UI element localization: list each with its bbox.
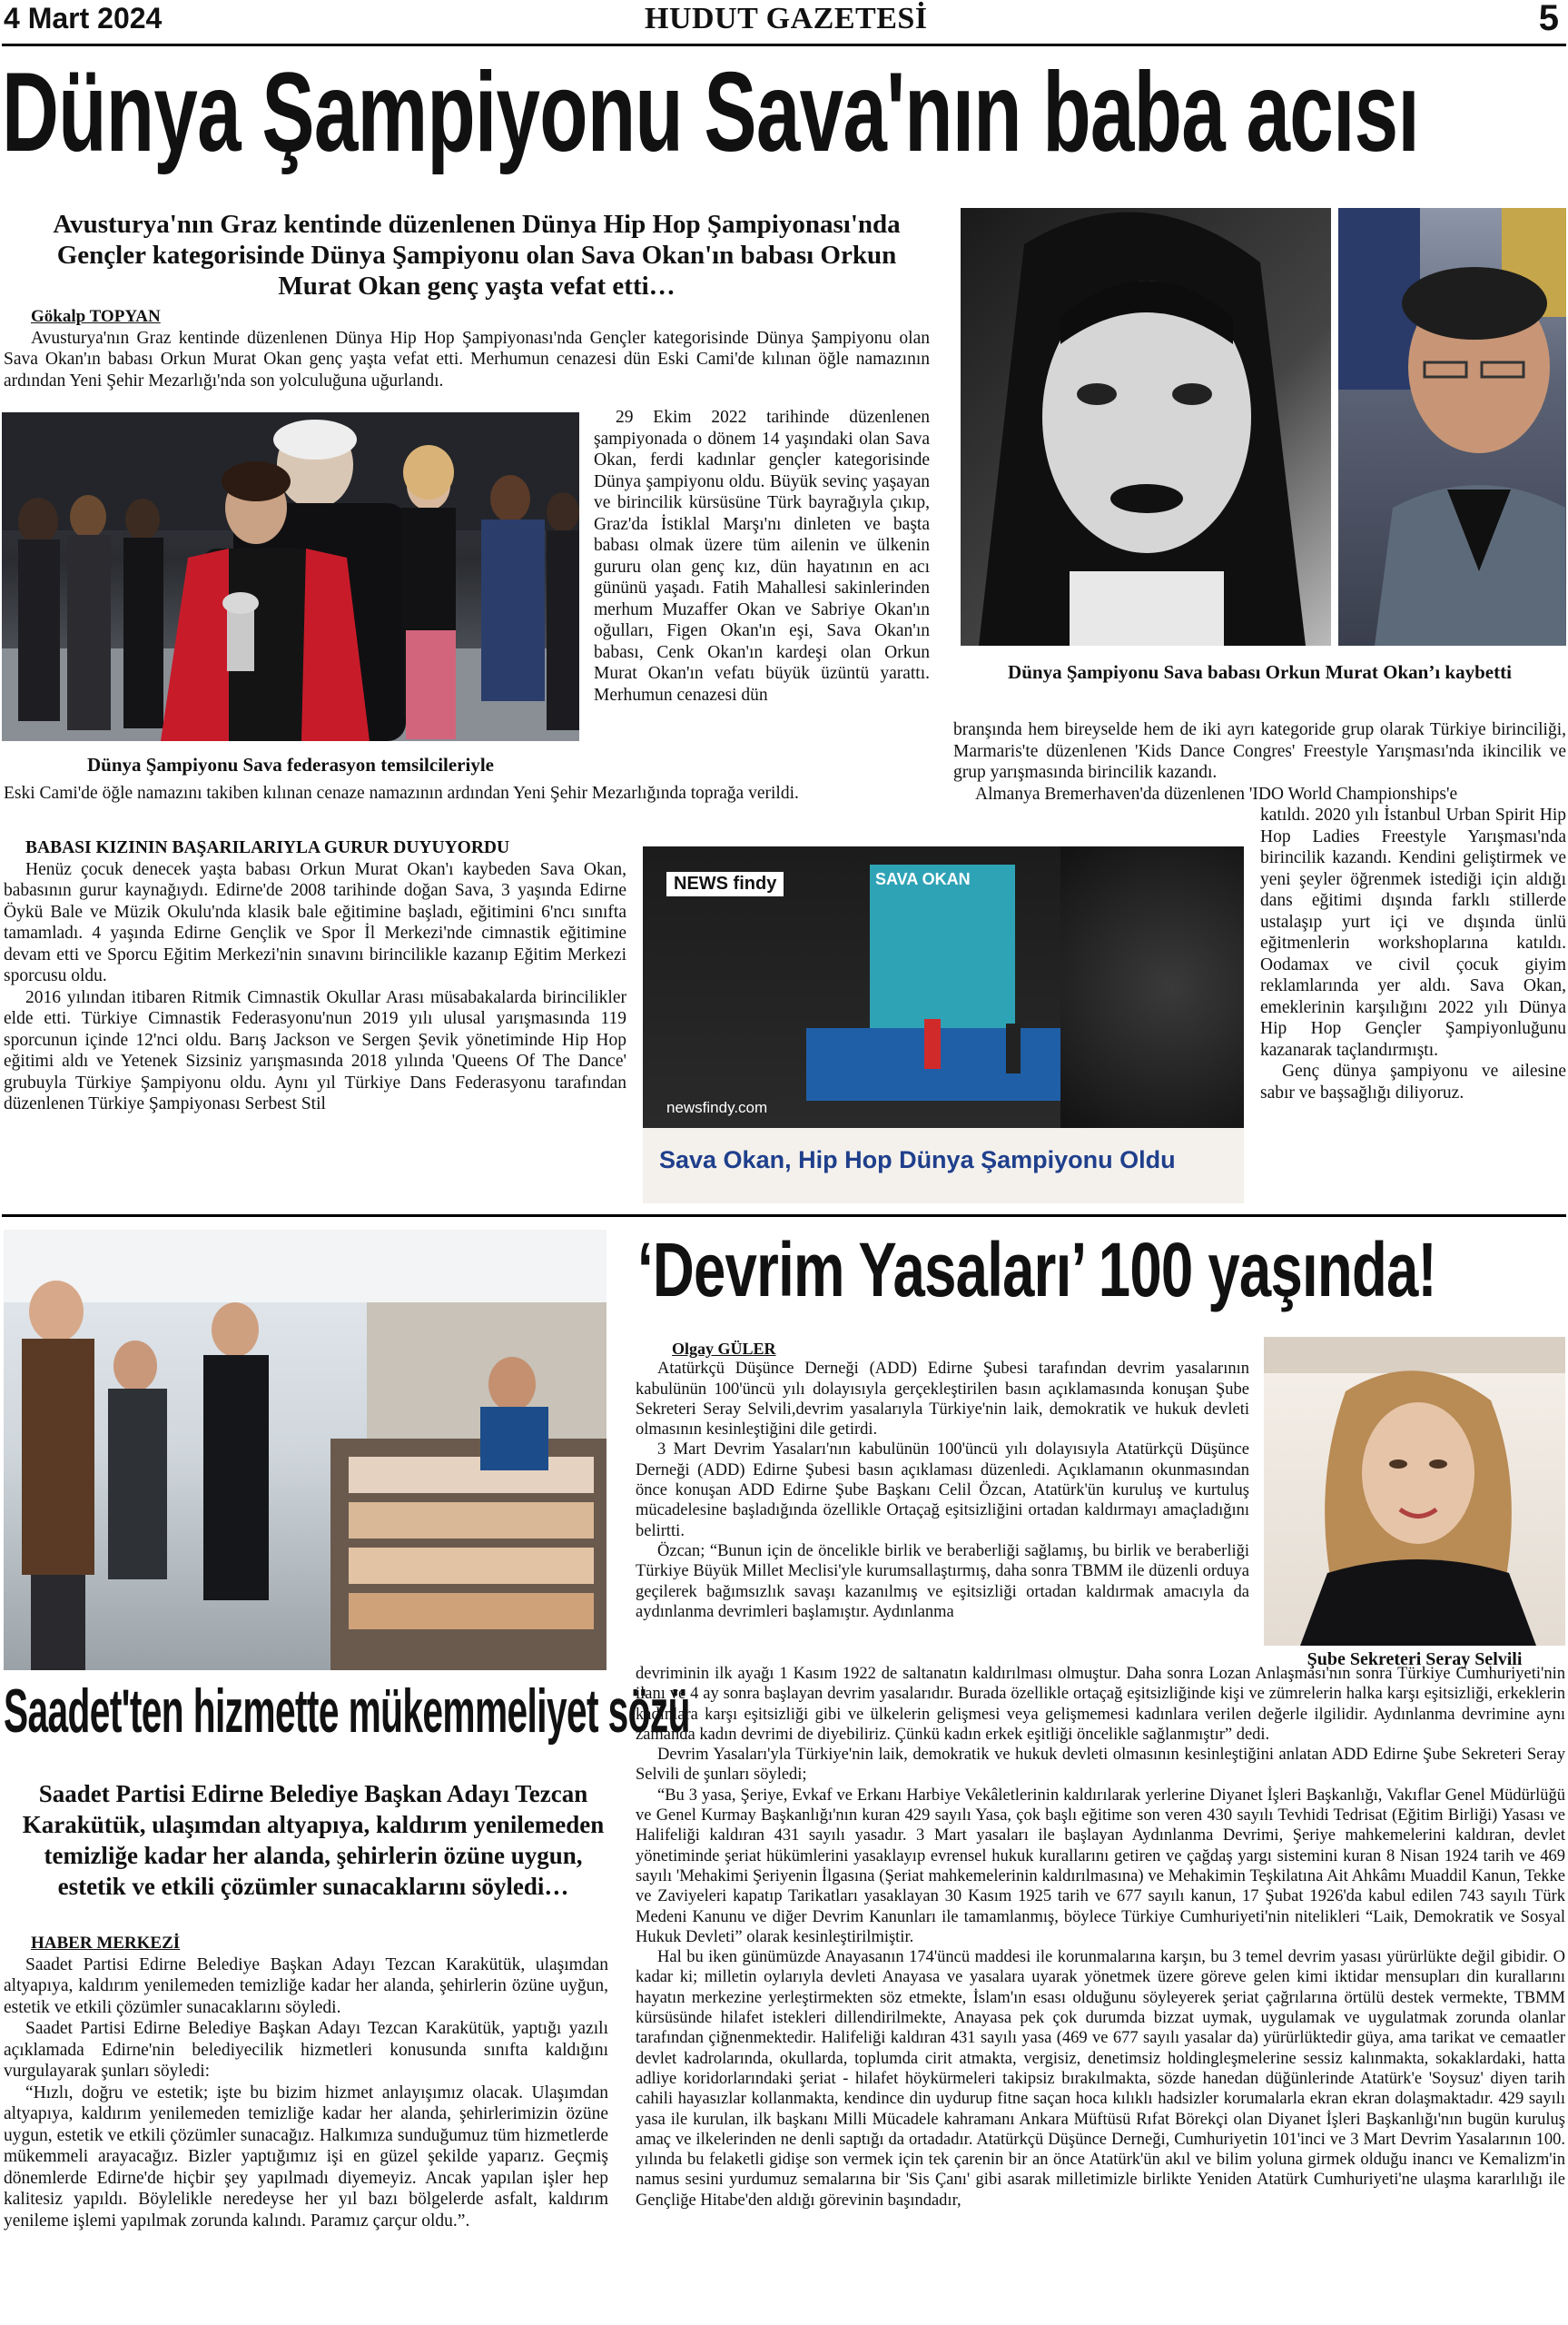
caption-seray-selvili: Şube Sekreteri Seray Selvili — [1307, 1649, 1523, 1669]
photo-seray-selvili — [1264, 1337, 1565, 1646]
story1-para4: 2016 yılından itibaren Ritmik Cimnastik Okullar Arası müsabakalarda birincilikler elde etti. Türkiye Cimnastik Federasyonu'nun 2019 yılı ulusal yarışmasında 119 sporcunun içinde 12'nci oldu. Barış Jackson ve Sergen Şevik yönetiminde Hip Hop eğitimi aldı ve Yetenek Sizsiniz yarışmasında 2018 yılında 'Queens Of The Dance' grubuyla Türkiye Şampiyonu oldu. Aynı yıl Türkiye Dans Federasyonu tarafından düzenlenen Türkiye Şampiyonası Serbest Stil — [4, 987, 626, 1113]
tv-channel-logo: NEWS findy — [666, 872, 784, 896]
story1-para6a: Almanya Bremerhaven'da düzenlenen 'IDO World Championships'e — [975, 784, 1458, 804]
story1-byline: Gökalp TOPYAN — [31, 307, 161, 326]
story2-deck: Saadet Partisi Edirne Belediye Başkan Adayı Tezcan Karakütük, ulaşımdan altyapıya, kaldırım yenilemeden temizliğe kadar her alanda, şehirlerin özüne uygun, estetik ve etkili çözümler sunacaklarını söyledi… — [22, 1780, 605, 1900]
story3-p5: “Bu 3 yasa, Şeriye, Evkaf ve Erkanı Harbiye Vekâletlerinin kaldırılarak yerlerine Diyanet İşleri Başkanlığı, Vakıflar Genel Müdürlüğü ve Genel Kurmay Başkanlığı'nın kuran 429 sayılı Yasa, çok başlı eğitime son veren 430 sayılı Tevhidi Tedrisat (Eğitim Birliği) Yasası ve Halifeliği kaldıran 431 sayılı yasadır. 3 Mart yasaları ile başlayan Aydınlanma Devrimi, Şeriye mahkemelerini kaldıran, devlet yönetiminde şeriat hükümlerini yasaklayıp evrensel hukuk kurallarını getiren ve çağdaş yargı sistemini kuran 8 Nisan 1924 tarih ve 469 sayılı 'Mehakimi Şeriyenin İlgasına (Şeriat mahkemelerinin kaldırılmasına) ve Mehakimin Teşkilatına Ait Ahkâmı Muaddil Kanun, Tekke ve Zaviyeleri kapatıp Tarikatları yasaklayan 30 Kasım 1925 tarih ve 677 sayılı kanun, 17 Şubat 1926'da kabul edilen 743 sayılı Türk Medeni Kanunu ve diğer Devrim Kanunları ile tamamlanmış, böylece Türkiye Cumhuriyeti'nin nitelikleri “Laik, Demokratik ve Sosyal Hukuk Devleti” olarak kesinleştirilmiştir. — [636, 1786, 1565, 1946]
story2-p3: “Hızlı, doğru ve estetik; işte bu bizim hizmet anlayışımız olacak. Ulaşımdan altyapıya, kaldırım yenilemeden temizliğe kadar her alanda, şehirlerimizin özüne uygun, estetik ve etkili çözümler sunacağız. Halkımıza sunduğumuz tüm hizmetlerde mükemmeli arayacağız. Bizler yaptığımız işi en güzel şekilde yaparız. Geçmiş dönemlerde Edirne'de hiçbir şey yapılmadı diyemeyiz. Ancak yapılan işler hep kalitesiz yapıldı. Böylelikle neredeyse her yıl bazı bölgelerde asfalt, kaldırım yenileme işlemi yapılmak zorunda kalındı. Paramız çarçur oldu.”. — [4, 2083, 608, 2231]
tv-banner — [643, 1128, 1244, 1203]
story3-p4: Devrim Yasaları'yla Türkiye'nin laik, demokratik ve hukuk devleti olmasının kesinleştiğini anlatan ADD Edirne Şube Sekreteri Seray Selvili de şunları söyledi; — [636, 1746, 1565, 1785]
story3-p3b: devriminin ilk ayağı 1 Kasım 1922 de saltanatın kaldırılması olmuştur. Daha sonra Lozan Anlaşması'nın sonra Türkiye Cumhuriyeti'nin ilanı ve 4 ay sonra başlayan devrim yasalarıdır. Burada özellikle ortaçağ eşitsizliğinde kişi ve zümrelerin halka karşı eşitsizliği, erkeklerin kadınlara karşı eşitsizliği gibi ve ülkelerin gelişmesi veya gelişmemesi kadınlara verilen değerle ilgilidir. Aydınlanma devrimine aynı zamanda kadın devrimi de diyebiliriz. Çünkü kadın erkek eşitliği öncelikle sağlanmıştır” dedi. — [636, 1665, 1565, 1744]
story1-para6b: katıldı. 2020 yılı İstanbul Urban Spirit Hip Hop Ladies Freestyle Yarışması'nda birincilik kazandı. Kendini geliştirmek ve yeni şeyler öğrenmek istediği için aldığı dans eğitimi dışında farklı stillerde ustalaşıp yurt içi ve dışında ünlü eğitmenlerin workshoplarına katıldı. Oodamax ve civil çocuk giyim reklamlarında yer aldı. Sava Okan, emeklerinin karşılığını 2022 yılı Dünya Hip Hop Gençler Şampiyonluğunu kazanarak taçlandırmıştı. — [1260, 806, 1566, 1060]
story2-p2: Saadet Partisi Edirne Belediye Başkan Adayı Tezcan Karakütük, yaptığı yazılı açıklamada Edirne'nin belediyecilik hizmetleri konusunda sınıfta kaldığını vurgulayarak şunları söyledi: — [4, 2019, 608, 2081]
story1-subhead: BABASI KIZININ BAŞARILARIYLA GURUR DUYUYORDU — [25, 838, 510, 857]
story1-column-left — [4, 837, 626, 1115]
story1-para2: 29 Ekim 2022 tarihinde düzenlenen şampiyonada o dönem 14 yaşındaki olan Sava Okan, ferdi kadınlar gençler kategorisinde Dünya şampiyonu oldu. Büyük sevinç yaşayan ve birincilik kürsüsüne Türk bayrağıyla çıkıp, Graz'da İstiklal Marşı'nı dinleten ve başta babası olmak üzere tüm ailenin ve ülkenin gururu olan genç kız, dün hayatının en acı gününü yaşadı. Fatih Mahallesi sakinlerinden merhum Muzaffer Okan ve Sabriye Okan'ın oğulları, Figen Okan'ın eşi, Sava Okan'ın babası, Cenk Okan'ın kardeşi olan Orkun Murat Okan'ın vefatı büyük üzüntü yarattı. Merhumun cenazesi dün — [594, 408, 930, 705]
photo-saadet-visit — [4, 1230, 606, 1670]
story3-p6: Hal bu iken günümüzde Anayasanın 174'üncü maddesi ile korunmalarına karşın, bu 3 temel devrim yasası yürürlükte değil gibidir. O kadar ki; milletin oylarıyla devleti Anayasa ve yasalara uyarak yönetmek üzere göreve gelen kimi iktidar mensupları din kurallarını hayatın merkezine yerleştirmekten söz etmekte, İslam'ın esası olduğunu söyleyerek şeriat çağrılarına örtülü destek vermekte, TBMM kürsüsünde hilafet istekleri dillendirilmekte, Anayasa pek çok durumda bizzat uymak, uygulamak ve uygulatmak zorunda olanlar tarafından çiğnenmektedir. Halifeliği kaldıran 431 sayılı yasa (469 ve 677 sayılı yasalar da) yürürlüktedir güya, ama tarikat ve cemaatler devlet kadrolarında, okullarda, toplumda cirit atmakta, vergisiz, denetimsiz holdingleşmelerine sessiz kalınmakta, sokaklardaki, hatta adliye koridorlarındaki şeriat - hilafet höykürmeleri takipsiz bırakılmakta, sözde hanedan düğünlerinde Atatürk'e 'Soysuz' diyen tarih cahili hayasızlar kollanmakta, kendince din uydurup fitne saçan hoca kılıklı hadsizler korumalarla ekran ekran dolaşmaktadır. 429 sayılı yasa ile kurulan, ilk başkanı Milli Mücadele kahramanı Ankara Müftüsü Rıfat Börekçi olan Diyanet İşleri Başkanlığı'nın bugün kuruluş amaç ve ilkelerinden ne denli saptığı da ortadadır. Atatürkçü Düşünce Derneği, Cumhuriyetin 101'inci ve 3 Mart Devrim Yasalarının 100. yılında bu felaketli gidişe son vermek için tek çarenin bir an önce Atatürk'ün akıl ve bilim yoluna girmek olduğu inancı ve Kemalizm'in namus sesini yurdumuz semalarına bir 'Sis Çanı' gibi asarak milletimizle birlikte Yeniden Atatürk Cumhuriyeti'ne ulaşma kararlılığı ile Gençliğe Hitabe'den aldığı görevinin başındadır, — [636, 1948, 1565, 2210]
story3-headline: ‘Devrim Yasaları’ 100 yaşında! — [637, 1227, 1436, 1312]
tv-stage-screen — [870, 865, 1015, 1028]
story3-p2: 3 Mart Devrim Yasaları'nın kabulünün 100'üncü yılı dolayısıyla Atatürkçü Düşünce Derneği (ADD) Edirne Şubesi basın açıklaması düzenledi. Açıklamanın okunmasından önce konuşan ADD Edirne Şube Başkanı Celil Özcan, Atatürk'ün kuruluş ve kurtuluş mücadelesine başladığında özellikle Ortaçağ eşitsizliğini ortadan kaldırmayı amaçladığını belirtti. — [636, 1440, 1249, 1540]
father-illustration — [1338, 208, 1566, 646]
photo-sava-federation — [2, 412, 579, 741]
story1-column-middle — [594, 407, 930, 706]
masthead-rule — [2, 44, 1566, 46]
shop-illustration — [4, 1230, 606, 1670]
photo-orkun-murat-okan — [1338, 208, 1566, 646]
story1-lead: Avusturya'nın Graz kentinde düzenlenen Dünya Hip Hop Şampiyonası'nda Gençler kategorisinde Dünya Şampiyonu olan Sava Okan'ın babası Orkun Murat Okan genç yaşta vefat etti. Merhumun cenazesi dün Eski Cami'de kılınan öğle namazının ardından Yeni Şehir Mezarlığı'nda son yolculuğuna uğurlandı. — [4, 328, 930, 391]
story3-p1: Atatürkçü Düşünce Derneği (ADD) Edirne Şubesi tarafından devrim yasalarının kabulünün 100'üncü yılı dolayısıyla gerçekleştirilen basın açıklamasında konuşan Şube Sekreteri Seray Selvili,devrim yasalarıyla Türkiye'nin laik, demokratik ve hukuk devleti olmasının kesinleştiğini dile getirdi. — [636, 1360, 1249, 1440]
section-divider — [2, 1214, 1566, 1217]
newspaper-name: HUDUT GAZETESİ — [645, 2, 928, 35]
tv-banner-text: Sava Okan, Hip Hop Dünya Şampiyonu Oldu — [659, 1146, 1176, 1173]
caption-sava-father: Dünya Şampiyonu Sava babası Orkun Murat Okan’ı kaybetti — [1008, 661, 1512, 683]
tv-stage-name: SAVA OKAN — [875, 870, 971, 888]
story1-para2-cont — [4, 783, 928, 805]
story2-p1: Saadet Partisi Edirne Belediye Başkan Adayı Tezcan Karakütük, ulaşımdan altyapıya, kaldırım yenilemeden temizliğe kadar her alanda, şehirlerin özüne uyğun, estetik ve etkili çözümler sunacaklarını söyledi. — [4, 1954, 608, 2017]
story1-para3: Henüz çocuk denecek yaşta babası Orkun Murat Okan'ı kaybeden Sava Okan, babasının gurur kaynağıydı. Edirne'de 2008 tarihinde doğan Sava, 3 yaşında Edirne Öykü Bale ve Müzik Okulu'nda klasik bale eğitimine başladı, eğitimini 6'ncı sınıfta tamamladı. 4 yaşında Edirne Gençlik ve Spor İl Merkezi'nde cimnastik eğitimine devam etti ve Sporcu Eğitim Merkezi'nin sınavını birincilikle kazanıp Eğitim Merkezi sporcusu oldu. — [4, 859, 626, 985]
story1-headline: Dünya Şampiyonu Sava'nın baba acısı — [2, 50, 1419, 175]
tv-dancer — [924, 1019, 941, 1069]
caption-sava-federation: Dünya Şampiyonu Sava federasyon temsilcileriyle — [86, 754, 494, 776]
story3-byline: Olgay GÜLER — [672, 1340, 776, 1358]
story3-p3a: Özcan; “Bunun için de öncelikle birlik ve beraberliği sağlamış, bu birlik ve beraberliği Türkiye Büyük Millet Meclisi'yle kurumsallaştırmış, daha sonra TBMM ile düzenli orduya geçilerek bağımsızlık savaşı kazanılmış ve eşitsizliği ortadan kaldırmak amacıyla da aydınlanma devrimleri başlamıştır. Aydınlanma — [636, 1541, 1249, 1621]
portrait-illustration — [961, 208, 1331, 646]
story2-headline: Saadet'ten hizmette mükemmeliyet sözü — [4, 1677, 690, 1746]
tv-presenter — [1006, 1024, 1021, 1073]
tv-site: newsfindy.com — [666, 1099, 768, 1116]
tv-studio — [643, 846, 1244, 1128]
story1-para7: Genç dünya şampiyonu ve ailesine sabır ve başsağlığı diliyoruz. — [1260, 1062, 1566, 1103]
page-number: 5 — [1538, 0, 1559, 38]
story1-lead-block — [4, 306, 930, 391]
story3-column-top — [636, 1339, 1249, 1622]
story1-deck: Avusturya'nın Graz kentinde düzenlenen Dünya Hip Hop Şampiyonası'nda Gençler kategorisinde Dünya Şampiyonu olan Sava Okan'ın babası Orkun Murat Okan genç yaşta vefat etti… — [53, 210, 901, 301]
tv-side-panel — [1060, 846, 1244, 1128]
issue-date: 4 Mart 2024 — [4, 2, 163, 35]
story1-column-right-bottom — [1260, 805, 1566, 1103]
story2-byline: HABER MERKEZİ — [31, 1934, 181, 1953]
tv-stage — [806, 1028, 1097, 1101]
story1-para2-continued: Eski Cami'de öğle namazını takiben kılınan cenaze namazının ardından Yeni Şehir Mezarlığında toprağa verildi. — [4, 784, 799, 803]
story1-column-right-top — [953, 719, 1566, 805]
story2-body — [4, 1933, 608, 2231]
photo-tv-broadcast — [643, 846, 1244, 1203]
photo-sava-portrait — [961, 208, 1331, 646]
seray-illustration — [1264, 1337, 1565, 1646]
story3-column-full — [636, 1664, 1565, 2211]
crowd-illustration — [2, 412, 579, 741]
story1-para5: branşında hem bireyselde hem de iki ayrı kategoride grup olarak Türkiye birinciliği, Marmaris'te düzenlenen 'Kids Dance Congres' Freestyle Yarışması'nda ikincilik ve grup yarışmasında birincilik kazandı. — [953, 720, 1566, 782]
